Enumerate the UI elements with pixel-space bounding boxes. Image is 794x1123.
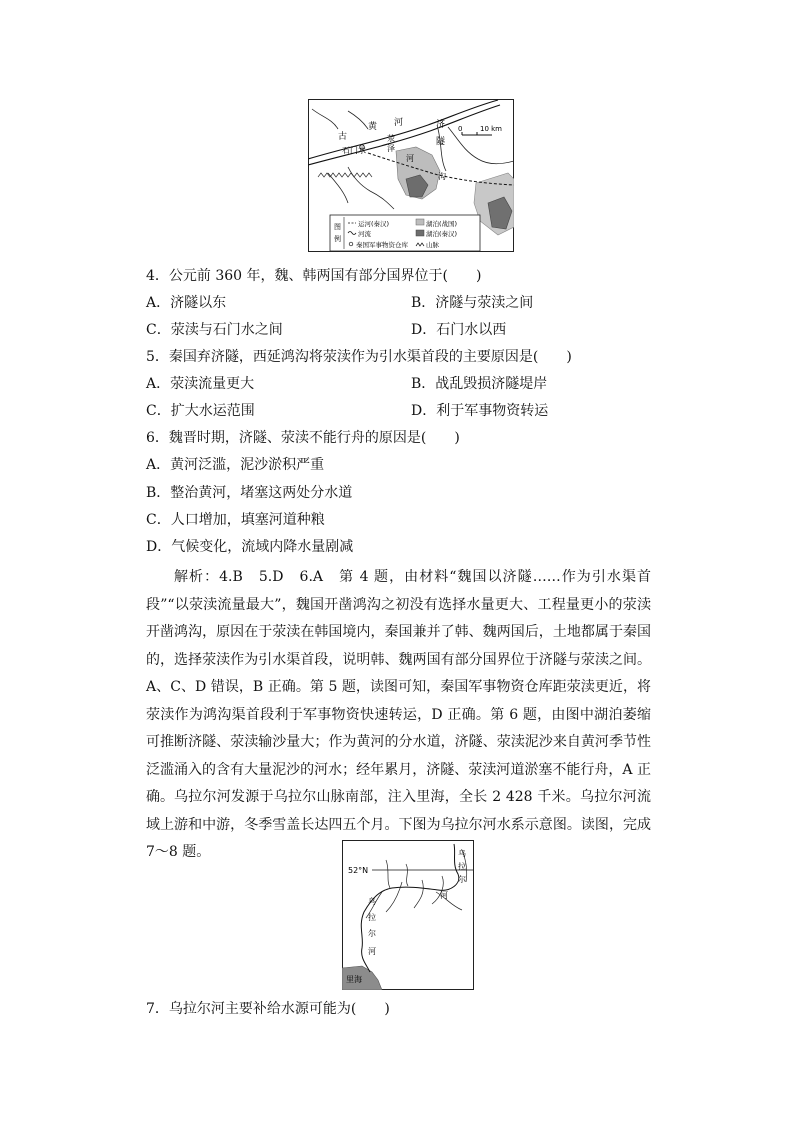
svg-text:0: 0 <box>458 125 463 133</box>
label-rong: 荥 <box>387 134 395 143</box>
label-huang: 黄 <box>368 122 378 132</box>
q6-option-a: A．黄河泛滥，泥沙淤积严重 <box>146 457 325 473</box>
label-side-la: 拉 <box>368 913 376 922</box>
svg-text:山脉: 山脉 <box>426 241 439 249</box>
q6-option-b: B．整治黄河，堵塞这两处分水道 <box>146 485 353 501</box>
svg-text:10 km: 10 km <box>480 125 503 133</box>
label-52n: 52°N <box>348 866 369 875</box>
question-6-stem: 6．魏晋时期，济隧、荥渎不能行舟的原因是( ) <box>146 430 460 446</box>
svg-text:例: 例 <box>334 235 341 243</box>
q6-option-c: C．人口增加，填塞河道种粮 <box>146 512 325 528</box>
q4-option-c: C．荥渎与石门水之间 <box>146 322 283 338</box>
label-side-wu: 乌 <box>368 897 376 906</box>
label-caspian: 里海 <box>346 975 362 984</box>
label-top-wu: 乌 <box>458 849 466 858</box>
q5-option-d: D．利于军事物资转运 <box>411 403 549 419</box>
q4-option-a: A．济隧以东 <box>146 295 227 311</box>
label-he-mid: 河 <box>406 154 414 163</box>
svg-text:湖泊(秦汉): 湖泊(秦汉) <box>426 230 458 238</box>
svg-text:河流: 河流 <box>358 230 371 238</box>
label-side-he: 河 <box>368 947 376 956</box>
svg-text:秦国军事物资仓库: 秦国军事物资仓库 <box>356 241 408 249</box>
q5-option-a: A．荥渎流量更大 <box>146 376 255 392</box>
q5-option-b: B．战乱毁损济隧堤岸 <box>411 376 548 392</box>
analysis-paragraph: 解析：4.B 5.D 6.A 第 4 题，由材料“魏国以济隧……作为引水渠首段”“以荥渎流量最大”，魏国开凿鸿沟之初没有选择水量更大、工程量更小的荥渎开凿鸿沟，原因在于荥渎在韩国境内，秦国兼并了韩、魏两国后，土地都属于秦国的，选择荥渎作为引水渠首段，说明韩、魏两国有部分国界位于济隧与荥渎之间。A、C、D 错误，B 正确。第 5 题，读图可知，秦国军事物资仓库距荥渎更近，将荥渎作为鸿沟渠首段利于军事物资快速转运，D 正确。第 6 题，由图中湖泊萎缩可推断济隧、荥渎输沙量大；作为黄河的分水道，济隧、荥渎泥沙来自黄河季节性泛滥涌入的含有大量泥沙的河水；经年累月，济隧、荥渎河道淤塞不能行舟，A 正确。 <box>146 569 651 805</box>
label-sui: 隧 <box>436 137 446 147</box>
question-5-stem: 5．秦国弃济隧，西延鸿沟将荥渎作为引水渠首段的主要原因是( ) <box>146 349 572 365</box>
label-ji: 济 <box>436 120 446 130</box>
svg-text:湖泊(战国): 湖泊(战国) <box>426 220 458 228</box>
ural-intro-paragraph: 乌拉尔河发源于乌拉尔山脉南部，注入里海，全长 2 428 千米。乌拉尔河流域上游和中游，冬季雪盖长达四五个月。下图为乌拉尔河水系示意图。读图，完成 7～8 题。 <box>146 789 651 860</box>
label-side-er: 尔 <box>368 929 376 938</box>
label-top-la: 拉 <box>458 862 466 871</box>
hongou-canal-map <box>308 99 514 252</box>
label-shimen: 石门水 <box>342 146 366 155</box>
question-7-stem: 7．乌拉尔河主要补给水源可能为( ) <box>146 1001 390 1017</box>
q6-option-d: D．气候变化，流域内降水量剧减 <box>146 539 354 555</box>
q4-option-b: B．济隧与荥渎之间 <box>411 295 534 311</box>
label-ze: 泽 <box>387 144 395 153</box>
q4-option-d: D．石门水以西 <box>411 322 507 338</box>
svg-text:图: 图 <box>334 223 341 231</box>
ural-river-map <box>342 840 474 990</box>
label-top-he: 河 <box>440 891 448 900</box>
question-4-stem: 4．公元前 360 年，魏、韩两国有部分国界位于( ) <box>146 268 482 284</box>
q5-option-c: C．扩大水运范围 <box>146 403 255 419</box>
label-gou: 沟 <box>438 172 446 181</box>
map-legend <box>330 215 480 251</box>
label-gu: 古 <box>338 132 348 142</box>
label-he-top: 河 <box>394 118 404 128</box>
label-top-er: 尔 <box>458 875 466 884</box>
svg-text:运河(秦汉): 运河(秦汉) <box>358 220 390 228</box>
